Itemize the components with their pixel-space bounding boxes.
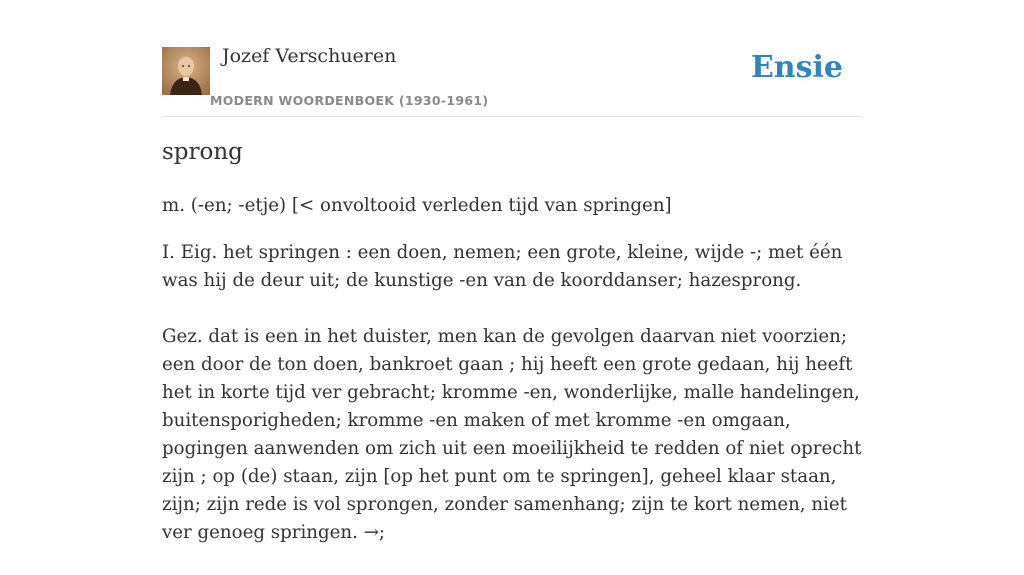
entry-grammar: m. (-en; -etje) [< onvoltooid verleden tijd van springen]: [162, 195, 672, 216]
page-header: [162, 0, 862, 117]
entry-title: sprong: [162, 139, 243, 165]
definition-paragraph: Gez. dat is een in het duister, men kan de gevolgen daarvan niet voorzien; een door de ton doen, bankroet gaan ; hij heeft een grote gedaan, hij heeft het in korte tijd ver gebracht; kromme -en, wonderlijke, malle handelingen, buitensporigheden; kromme -en maken of met kromme -en omgaan, pogingen aanwenden om zich uit een moeilijkheid te redden of niet oprecht zijn ; op (de) staan, zijn [op het punt om te springen], geheel klaar staan, zijn; zijn rede is vol sprongen, zonder samenhang; zijn te kort nemen, niet ver genoeg springen. →;: [162, 326, 862, 543]
entry-definition: [162, 239, 862, 575]
source-label[interactable]: MODERN WOORDENBOEK (1930-1961): [210, 93, 489, 108]
author-portrait-icon: [162, 47, 210, 95]
ensie-logo[interactable]: Ensie: [750, 50, 843, 85]
author-name[interactable]: Jozef Verschueren: [222, 45, 397, 67]
author-avatar[interactable]: [162, 47, 210, 95]
definition-paragraph: I. Eig. het springen : een doen, nemen; een grote, kleine, wijde -; met één was hij de deur uit; de kunstige -en van de koorddanser; hazesprong.: [162, 242, 843, 291]
content-column: [162, 0, 862, 543]
